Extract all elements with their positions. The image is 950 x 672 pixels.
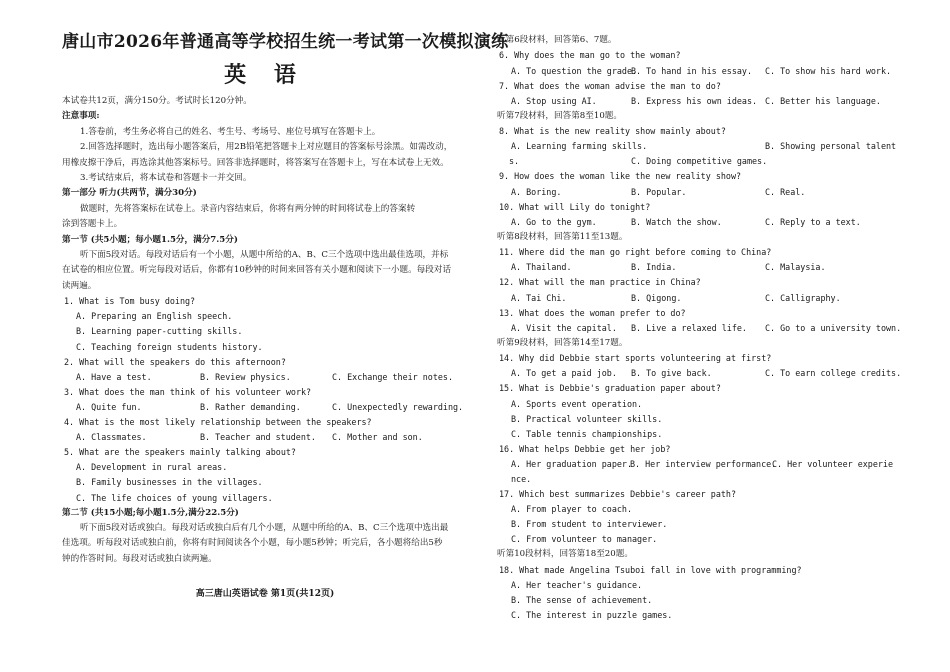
section2-desc-3: 钟的作答时间。每段对话或独白读两遍。: [62, 553, 217, 564]
material-heading: 听第8段材料，回答第11至13题。: [497, 231, 628, 242]
material-heading: 听第6段材料，回答第6、7题。: [497, 35, 617, 45]
section1-desc-2: 在试卷的相应位置。听完每段对话后，你都有10秒钟的时间来回答有关小题和阅读下一小题。每段对话: [62, 265, 452, 276]
question-option: B. Qigong.: [631, 292, 682, 303]
option-row: [497, 154, 897, 169]
option-row: [497, 457, 897, 472]
question-text: 16. What helps Debbie get her job?: [499, 443, 671, 454]
page-footer: 高三唐山英语试卷 第1页(共12页): [195, 589, 335, 599]
question-option: B. Rather demanding.: [200, 401, 301, 412]
question-option: A. Learning farming skills.: [511, 141, 648, 152]
question-text: 1. What is Tom busy doing?: [64, 296, 196, 307]
question-option: C. Reply to a text.: [765, 216, 861, 227]
question-option: C. Unexpectedly rewarding.: [332, 401, 464, 412]
option-row: [497, 291, 897, 306]
question-option: B. Family businesses in the villages.: [76, 477, 263, 488]
question-option: A. Stop using AI.: [511, 95, 597, 106]
notice-item-2: 2.回答选择题时，选出每小题答案后，用2B铅笔把答题卡上对应题目的答案标号涂黑。如需改动，: [80, 142, 453, 153]
question-text: 15. What is Debbie's graduation paper about?: [499, 383, 721, 394]
option-row: [497, 185, 897, 200]
question-option: A. Tai Chi.: [511, 292, 567, 303]
question-option: C. Go to a university town.: [765, 322, 902, 333]
question-option: B. Learning paper-cutting skills.: [76, 326, 243, 337]
option-row: [62, 400, 468, 415]
question-option: B. The sense of achievement.: [511, 595, 653, 606]
left-column: [62, 30, 509, 567]
question-text: 3. What does the man think of his volunteer work?: [64, 386, 312, 397]
question-option: C. To earn college credits.: [765, 368, 902, 379]
question-option: A. Classmates.: [76, 432, 147, 443]
question-option-cont: s.: [509, 156, 520, 167]
question-text: 11. Where did the man go right before coming to China?: [499, 247, 772, 258]
question-option-cont: nce.: [511, 473, 532, 484]
question-option: B. Teacher and student.: [200, 432, 316, 443]
exam-info: 本试卷共12页，满分150分。考试时长120分钟。: [62, 96, 252, 106]
option-row: [497, 215, 897, 230]
section2-desc-1: 听下面5段对话或独白。每段对话或独白后有几个小题，从题中所给的A、B、C三个选项中选出最: [80, 523, 449, 533]
section1-desc-1: 听下面5段对话。每段对话后有一个小题，从题中所给的A、B、C三个选项中选出最佳选项，并标: [80, 250, 449, 261]
question-option: B. From student to interviewer.: [511, 519, 668, 530]
question-text: 17. Which best summarizes Debbie's career path?: [499, 489, 736, 500]
question-option: B. India.: [631, 262, 677, 273]
question-option: A. Her graduation paper.: [511, 458, 633, 469]
notice-item-1: 1.答卷前，考生务必将自己的姓名、考生号、考场号、座位号填写在答题卡上。: [80, 126, 381, 137]
question-option: B. Showing personal talent: [765, 141, 897, 152]
question-option: C. Malaysia.: [765, 262, 826, 273]
question-option: B. Review physics.: [200, 371, 291, 382]
question-text: 6. Why does the man go to the woman?: [499, 50, 681, 61]
question-option: B. To hand in his essay.: [631, 65, 753, 76]
section1-title: 第一节 (共5小题；每小题1.5分，满分7.5分): [62, 234, 238, 245]
question-option: A. To question the grade.: [511, 65, 638, 76]
question-option: C. Teaching foreign students history.: [76, 341, 263, 352]
option-row: [497, 260, 897, 275]
notice-title: 注意事项:: [62, 111, 100, 122]
question-text: 18. What made Angelina Tsuboi fall in love with programming?: [499, 564, 802, 575]
question-option: B. Watch the show.: [631, 216, 722, 227]
question-option: C. Calligraphy.: [765, 292, 841, 303]
question-option: C. Table tennis championships.: [511, 428, 663, 439]
option-row: [497, 64, 897, 79]
section1-desc-3: 读两遍。: [62, 280, 97, 291]
left-questions: [62, 294, 468, 505]
question-option: C. The life choices of young villagers.: [76, 492, 273, 503]
question-option: C. To show his hard work.: [765, 65, 892, 76]
question-option: B. Practical volunteer skills.: [511, 413, 663, 424]
question-option: A. Development in rural areas.: [76, 462, 228, 473]
question-text: 7. What does the woman advise the man to do?: [499, 80, 721, 91]
question-option: C. Her volunteer experie: [772, 458, 894, 469]
exam-title: 唐山市2026年普通高等学校招生统一考试第一次模拟演练: [62, 32, 509, 52]
question-option: A. Boring.: [511, 186, 562, 197]
question-option: C. Exchange their notes.: [332, 371, 454, 382]
question-option: B. Express his own ideas.: [631, 95, 758, 106]
question-text: 4. What is the most likely relationship between the speakers?: [64, 417, 372, 428]
question-option: A. Thailand.: [511, 262, 572, 273]
question-option: C. From volunteer to manager.: [511, 534, 658, 545]
question-text: 5. What are the speakers mainly talking about?: [64, 447, 296, 458]
question-text: 12. What will the man practice in China?: [499, 277, 701, 288]
question-option: A. To get a paid job.: [511, 368, 617, 379]
question-text: 14. Why did Debbie start sports volunteering at first?: [499, 353, 772, 364]
notice-item-3: 3.考试结束后，将本试卷和答题卡一并交回。: [80, 173, 252, 184]
material-heading: 听第7段材料，回答第8至10题。: [497, 110, 622, 121]
question-option: C. The interest in puzzle games.: [511, 610, 673, 621]
option-row: [62, 370, 468, 385]
option-row: [497, 366, 902, 381]
option-row: [497, 139, 897, 154]
question-option: C. Mother and son.: [332, 432, 423, 443]
material-heading: 听第10段材料，回答第18至20题。: [497, 549, 633, 560]
question-text: 8. What is the new reality show mainly about?: [499, 126, 726, 137]
right-column: [497, 33, 902, 623]
question-option: A. Sports event operation.: [511, 398, 643, 409]
question-option: A. Visit the capital.: [511, 322, 617, 333]
option-row: [497, 321, 902, 336]
question-text: 10. What will Lily do tonight?: [499, 201, 651, 212]
section2-title: 第二节 (共15小题;每小题1.5分,满分22.5分): [62, 507, 239, 518]
question-text: 13. What does the woman prefer to do?: [499, 307, 686, 318]
question-option: A. From player to coach.: [511, 504, 633, 515]
question-option: C. Doing competitive games.: [631, 156, 768, 167]
question-option: A. Her teacher's guidance.: [511, 579, 643, 590]
part1-desc-2: 涂到答题卡上。: [62, 219, 123, 230]
question-option: B. Her interview performance.: [630, 458, 777, 469]
question-option: B. Live a relaxed life.: [631, 322, 747, 333]
question-option: B. To give back.: [631, 368, 712, 379]
part1-desc-1: 做题时，先将答案标在试卷上。录音内容结束后，你将有两分钟的时间将试卷上的答案转: [80, 203, 416, 214]
question-option: A. Quite fun.: [76, 401, 142, 412]
question-option: B. Popular.: [631, 186, 687, 197]
question-text: 9. How does the woman like the new reality show?: [499, 171, 742, 182]
part1-title: 第一部分 听力(共两节，满分30分): [62, 188, 197, 199]
section2-desc-2: 佳选项。听每段对话或独白前，你将有时间阅读各个小题，每小题5秒钟；听完后，各小题将给出5秒: [62, 538, 443, 549]
notice-item-2-cont: 用橡皮擦干净后，再选涂其他答案标号。回答非选择题时，将答案写在答题卡上，写在本试卷上无效。: [62, 157, 449, 168]
option-row: [497, 94, 897, 109]
question-option: C. Better his language.: [765, 95, 881, 106]
material-heading: 听第9段材料，回答第14至17题。: [497, 337, 628, 348]
subject-title: 英 语: [224, 62, 306, 88]
option-row: [62, 430, 468, 445]
question-option: A. Have a test.: [76, 371, 152, 382]
question-option: A. Preparing an English speech.: [76, 311, 233, 322]
option-row: [497, 472, 897, 487]
question-option: C. Real.: [765, 186, 806, 197]
question-option: A. Go to the gym.: [511, 216, 597, 227]
question-text: 2. What will the speakers do this afternoon?: [64, 356, 286, 367]
